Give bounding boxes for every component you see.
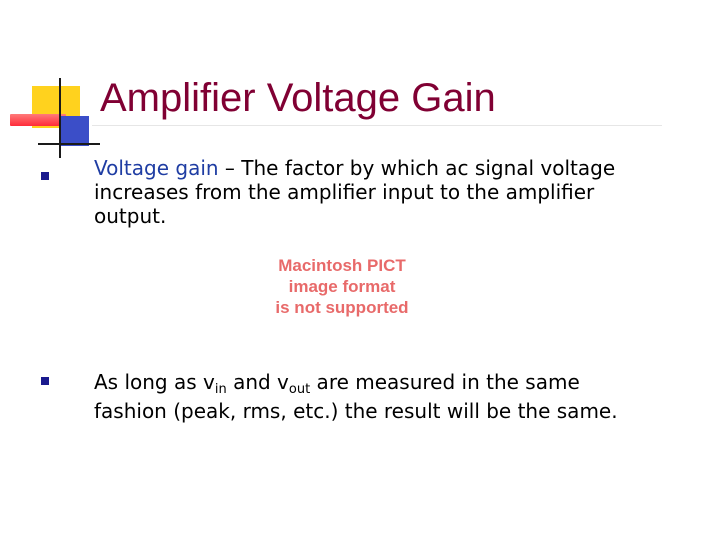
definition-text: – The factor by which ac signal voltage increases from the amplifier input to the amplifier output. bbox=[94, 156, 616, 228]
bullet-text-1 bbox=[94, 156, 664, 228]
bullet-2-part-3: are measured in the same fashion (peak, rms, etc.) the result will be the same. bbox=[94, 370, 618, 423]
bullet-2-part-1: As long as v bbox=[94, 370, 215, 394]
slide-title: Amplifier Voltage Gain bbox=[100, 76, 496, 120]
logo-vertical-line bbox=[59, 78, 61, 158]
bullet-text-2 bbox=[94, 368, 654, 426]
logo-horizontal-line bbox=[38, 143, 100, 145]
bullet-2-part-2: and v bbox=[226, 370, 289, 394]
term-voltage-gain: Voltage gain bbox=[94, 156, 219, 180]
bullet-marker-icon bbox=[41, 172, 49, 180]
placeholder-line-1: Macintosh PICT bbox=[278, 256, 406, 275]
title-underline bbox=[92, 125, 662, 126]
subscript-in: in bbox=[214, 382, 227, 397]
bullet-marker-icon bbox=[41, 377, 49, 385]
placeholder-line-2: image format bbox=[288, 277, 396, 296]
logo-blue-square bbox=[59, 116, 89, 146]
logo-red-bar bbox=[10, 114, 66, 126]
subscript-out: out bbox=[288, 382, 311, 397]
unsupported-image-placeholder bbox=[262, 255, 422, 318]
placeholder-line-3: is not supported bbox=[275, 298, 409, 317]
